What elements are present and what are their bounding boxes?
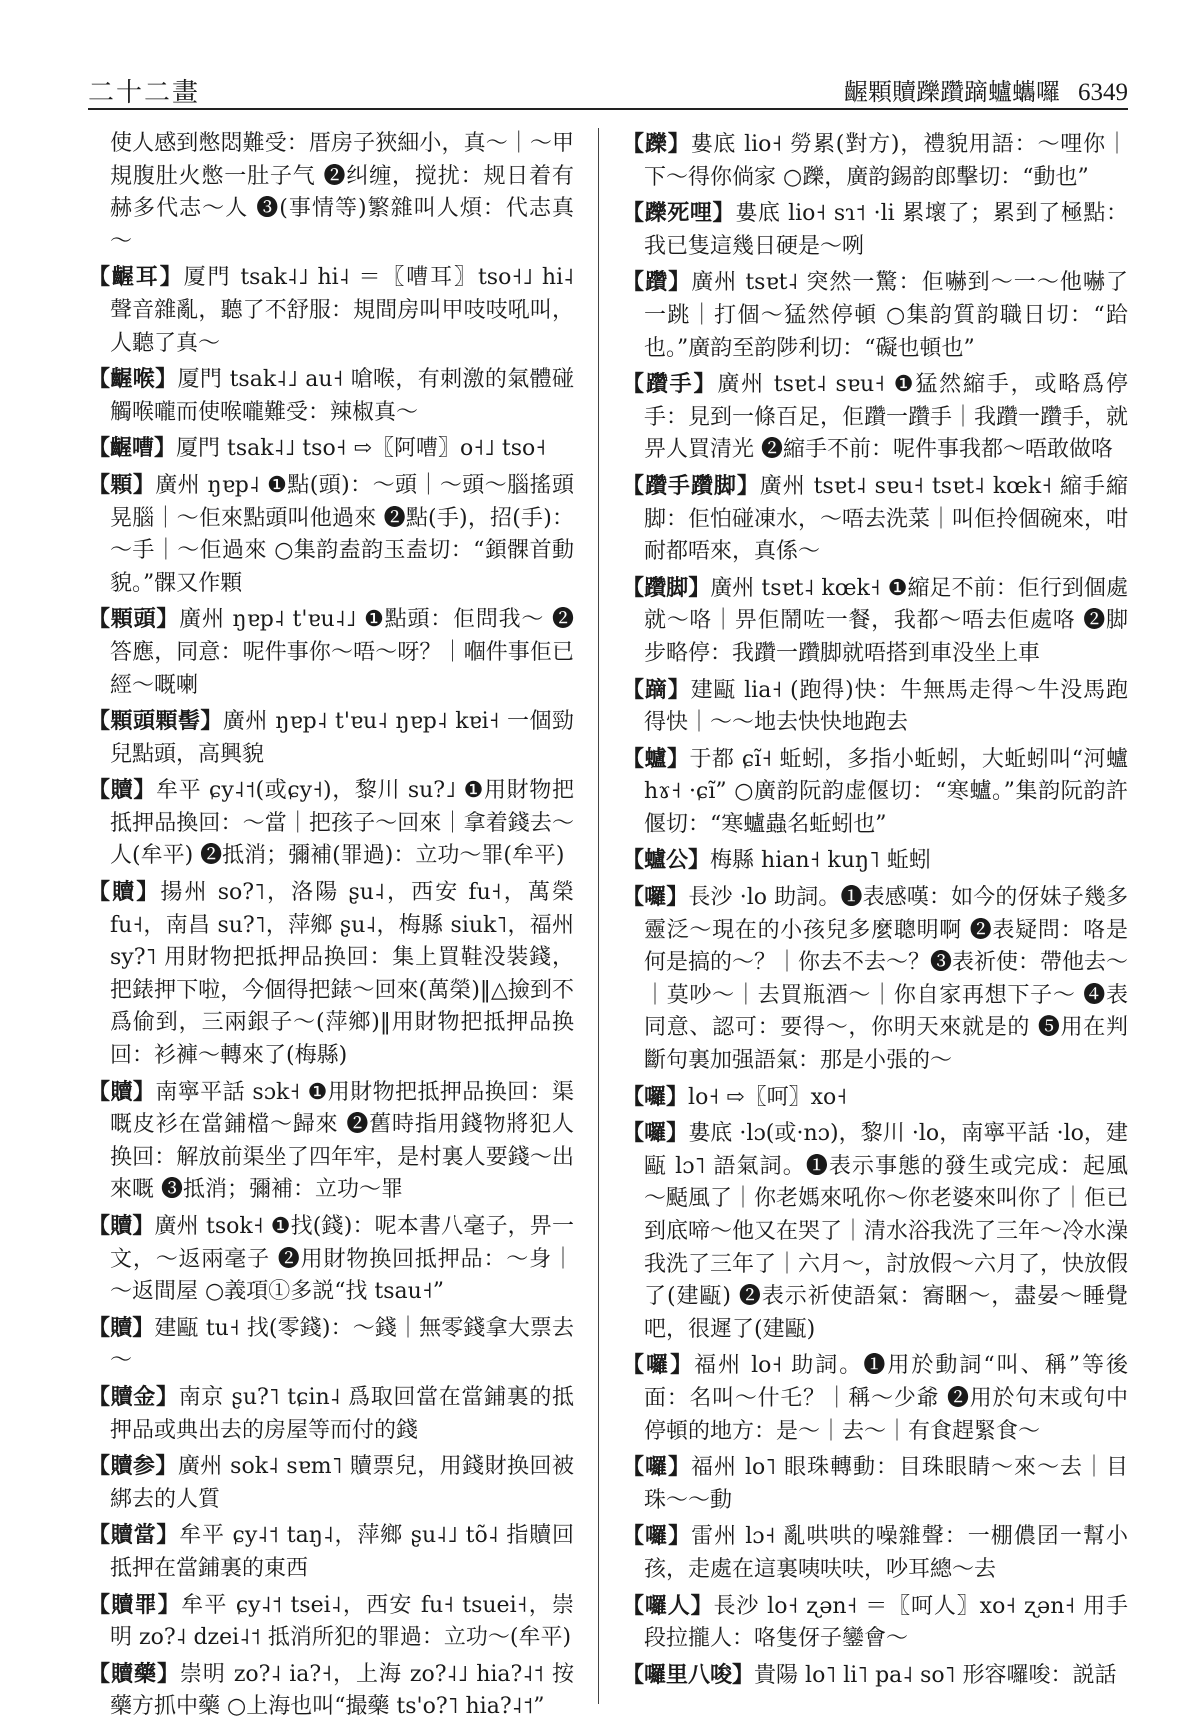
entry: 【 贖 】 南寧平話 sɔk˧ ❶用財物把抵押品换回：渠嘅皮衫在當鋪檔～歸來 ❷舊時指用錢物將犯人换回：解放前渠坐了四年牢，是村裏人要錢～出來嘅 ❸抵消；彌補：立功～罪 xyxy=(88,1076,574,1207)
headword: 【 躦脚 】 xyxy=(622,575,710,601)
entry: 【 贖 】 揚州 so?˥，洛陽 ʂu˨，西安 fu˧，萬榮 fu˧，南昌 su?˥，萍鄉 ʂu˨，梅縣 siuk˥，福州 sy?˥ 用財物把抵押品换回：集上買鞋没裝錢，把錶押下啦，今個得把錶～回來(萬榮)‖△撿到不爲偷到，三兩銀子～(萍鄉)‖用財物把抵押品换回：衫褲～轉來了(梅縣) xyxy=(88,876,574,1073)
headword: 【 顆頭 】 xyxy=(88,606,179,632)
left-column xyxy=(88,128,574,1720)
entry: 【 齷喉 】 厦門 tsak˨˩ au˧ 嗆喉，有刺激的氣體碰觸喉嚨而使喉嚨難受：辣椒真～ xyxy=(88,363,574,429)
entry: 【 囉 】 福州 lo˧ 助詞。❶用於動詞“叫、稱”等後面：名叫～什乇？｜稱～少爺 ❷用於句末或句中停頓的地方：是～｜去～｜有食趕緊食～ xyxy=(622,1349,1128,1448)
headword: 【 贖藥 】 xyxy=(88,1661,180,1687)
entry: 【 躦 】 廣州 tsɐt˨ 突然一驚：佢嚇到～一～他嚇了一跳｜打個～猛然停頓 ○集韵質韵職日切：“跲也。”廣韵至韵陟利切：“礙也頓也” xyxy=(622,266,1128,365)
headword: 【 躒死哩 】 xyxy=(622,200,735,226)
headword: 【 蠦 】 xyxy=(622,746,689,772)
entry: 【 囉 】 長沙 ·lo 助詞。❶表感嘆：如今的伢妹子幾多靈泛～現在的小孩兒多麼聰明啊 ❷表疑問：咯是何是搞的～？｜你去不去～？❸表祈使：帶他去～｜莫吵～｜去買瓶酒～｜你自家再想下子～ ❹表同意、認可：要得～，你明天來就是的 ❺用在判斷句裏加强語氣：那是小張的～ xyxy=(622,881,1128,1078)
headword: 【 齷耳 】 xyxy=(88,264,184,290)
entry: 【 贖 】 廣州 tsok˧ ❶找(錢)：呢本書八毫子，畀一文，～返兩毫子 ❷用財物换回抵押品：～身｜～返間屋 ○義項①多説“找 tsau˧” xyxy=(88,1210,574,1309)
entry: 【 顆 】 廣州 ŋɐp˨ ❶點(頭)：～頭｜～頭～腦搖頭晃腦｜～佢來點頭叫他過來 ❷點(手)，招(手)：～手｜～佢過來 ○集韵盍韵玉盍切：“顉髁首動貌。”髁又作顆 xyxy=(88,469,574,600)
entry: 【 贖罪 】 牟平 ɕy˨˦ tsei˨，西安 fu˧ tsuei˧，崇明 zo?˨ dzei˨˦ 抵消所犯的罪過：立功～(牟平) xyxy=(88,1589,574,1655)
entry: 【 躒 】 婁底 lio˧ 勞累(對方)，禮貌用語：～哩你｜下～得你倘家 ○躒，廣韵錫韵郎擊切：“動也” xyxy=(622,128,1128,194)
headword: 【 贖當 】 xyxy=(88,1522,179,1548)
running-head-chars: 齷顆贖躒躦蹢蠦蠵囉 xyxy=(844,78,1060,106)
entry: 【 躦手躦脚 】 廣州 tsɐt˨ sɐu˧ tsɐt˨ kœk˧ 縮手縮脚：佢怕碰凍水，～唔去洗菜｜叫佢拎個碗來，咁耐都唔來，真係～ xyxy=(622,470,1128,569)
headword: 【 贖罪 】 xyxy=(88,1592,181,1618)
headword: 【 蠦公 】 xyxy=(622,847,710,873)
headword: 【 贖 】 xyxy=(88,879,160,905)
entry: 【 顆頭 】 廣州 ŋɐp˨ t'ɐu˨˩ ❶點頭：佢問我～ ❷答應，同意：呢件事你～唔～呀？｜嗰件事佢已經～嘅喇 xyxy=(88,603,574,702)
headword: 【 顆 】 xyxy=(88,472,155,498)
headword: 【 贖 】 xyxy=(88,1213,155,1239)
entry: 【 齷耳 】 厦門 tsak˨˩ hi˨ ＝〖嘈耳〗tso˧˩ hi˨ 聲音雜亂，聽了不舒服：規間房叫甲吱吱吼叫，人聽了真～ xyxy=(88,261,574,360)
entry: 【 囉 】 福州 lo˥ 眼珠轉動：目珠眼睛～來～去｜目珠～～動 xyxy=(622,1451,1128,1517)
entry: 【 顆頭顆髻 】 廣州 ŋɐp˨ t'ɐu˨ ŋɐp˨ kɐi˧ 一個勁兒點頭，高興貌 xyxy=(88,705,574,771)
entry: 【 蹢 】 建甌 lia˧ (跑得)快：牛無馬走得～牛没馬跑得快｜～～地去快快地跑去 xyxy=(622,674,1128,740)
entry: 【 囉 】 雷州 lɔ˧ 亂哄哄的噪雜聲：一棚儂囝一幫小孩，走處在這裏咦呋呋，吵耳總～去 xyxy=(622,1520,1128,1586)
headword: 【 贖参 】 xyxy=(88,1453,178,1479)
entry: 【 贖参 】 廣州 sok˨ sɐm˥ 贖票兒，用錢財换回被綁去的人質 xyxy=(88,1450,574,1516)
entry: 【 蠦公 】 梅縣 hian˧ kuŋ˥ 蚯蚓 xyxy=(622,844,1128,878)
entry: 【 贖 】 牟平 ɕy˨˦(或ɕy˧)，黎川 su?˩ ❶用財物把抵押品換回：～當｜把孩子～回來｜拿着錢去～人(牟平) ❷抵消；彌補(罪過)：立功～罪(牟平) xyxy=(88,774,574,873)
headword: 【 囉 】 xyxy=(622,1120,688,1146)
headword: 【 贖 】 xyxy=(88,1315,154,1341)
entry: 【 囉里八唆 】 貴陽 lo˥ li˥ pa˨ so˥ 形容囉唆：説話 xyxy=(622,1659,1128,1693)
headword: 【 囉 】 xyxy=(622,1084,688,1110)
right-column xyxy=(622,128,1128,1704)
entry: 【 贖金 】 南京 ʂu?˥ tɕin˨ 爲取回當在當鋪裏的抵押品或典出去的房屋等而付的錢 xyxy=(88,1381,574,1447)
headword: 【 囉人 】 xyxy=(622,1593,714,1619)
entry: 【 蠦 】 于都 ɕĩ˧ 蚯蚓，多指小蚯蚓，大蚯蚓叫“河蠦 hɤ˧ ·ɕĩ” ○廣韵阮韵虚偃切：“寒蠦。”集韵阮韵許偃切：“寒蠦蟲名蚯蚓也” xyxy=(622,743,1128,842)
entry: 【 囉人 】 長沙 lo˧ ʐən˧ ＝〖呵人〗xo˧ ʐən˧ 用手段拉攏人：咯隻伢子鑾會～ xyxy=(622,1590,1128,1656)
column-divider xyxy=(598,128,599,1704)
headword: 【 顆頭顆髻 】 xyxy=(88,708,223,734)
headword: 【 贖 】 xyxy=(88,777,156,803)
headword: 【 蹢 】 xyxy=(622,677,691,703)
entry: 【 贖當 】 牟平 ɕy˨˦ taŋ˨，萍鄉 ʂu˨˩ tõ˨ 指贖回抵押在當鋪裏的東西 xyxy=(88,1519,574,1585)
headword: 【 囉里八唆 】 xyxy=(622,1662,754,1688)
headword: 【 囉 】 xyxy=(622,1352,694,1378)
headword: 【 躦手躦脚 】 xyxy=(622,473,760,499)
entry: 【 贖藥 】 崇明 zo?˨ ia?˧，上海 zo?˨˩ hia?˨˦ 按藥方抓中藥 ○上海也叫“撮藥 ts'o?˥ hia?˨˦” xyxy=(88,1658,574,1724)
headword: 【 囉 】 xyxy=(622,884,688,910)
entry: 【 齷嘈 】 厦門 tsak˨˩ tso˧ ⇨〖阿嘈〗o˧˩ tso˧ xyxy=(88,432,574,466)
page-header xyxy=(88,58,1128,110)
headword: 【 贖金 】 xyxy=(88,1384,179,1410)
headword: 【 贖 】 xyxy=(88,1079,155,1105)
entry: 【 躦脚 】 廣州 tsɐt˨ kœk˧ ❶縮足不前：佢行到個處就～咯｜畀佢鬧咗一餐，我都～唔去佢處咯 ❷脚步略停：我躦一躦脚就唔搭到車没坐上車 xyxy=(622,572,1128,671)
entry: 【 囉 】 lo˧ ⇨〖呵〗xo˧ xyxy=(622,1081,1128,1115)
headword: 【 齷嘈 】 xyxy=(88,435,176,461)
entry: 【 躦手 】 廣州 tsɐt˨ sɐu˧ ❶猛然縮手，或略爲停手：見到一條百足，佢躦一躦手｜我躦一躦手，就畀人買清光 ❷縮手不前：呢件事我都～唔敢做咯 xyxy=(622,368,1128,467)
headword: 【 躦 】 xyxy=(622,269,691,295)
headword: 【 躦手 】 xyxy=(622,371,717,397)
page-number: 6349 xyxy=(1078,79,1128,106)
headword: 【 囉 】 xyxy=(622,1454,691,1480)
entry: 【 躒死哩 】 婁底 lio˧ sɿ˦ ·li 累壞了；累到了極點：我已隻這幾日硬是～咧 xyxy=(622,197,1128,263)
entry: 【 囉 】 婁底 ·lɔ(或·nɔ)，黎川 ·lo，南寧平話 ·lo，建甌 lɔ˥ 語氣詞。❶表示事態的發生或完成：起風～颳風了｜你老媽來吼你～你老婆來叫你了｜佢已到底啼～他又在哭了｜清水浴我洗了三年～冷水澡我洗了三年了｜六月～，討放假～六月了，快放假了(建甌) ❷表示祈使語氣：㝯睏～，盡晏～睡覺吧，很遲了(建甌) xyxy=(622,1117,1128,1346)
entry: 【 贖 】 建甌 tu˧ 找(零錢)：～錢｜無零錢拿大票去～ xyxy=(88,1312,574,1378)
section-title: 二十二畫 xyxy=(88,78,201,108)
running-head xyxy=(844,72,1128,107)
headword: 【 囉 】 xyxy=(622,1523,691,1549)
headword: 【 齷喉 】 xyxy=(88,366,177,392)
headword: 【 躒 】 xyxy=(622,131,691,157)
entry: 使人感到憋悶難受：厝房子狹細小，真～｜～甲規腹肚火憋一肚子气 ❷纠缠，搅扰：规日着有赫多代志～人 ❸(事情等)繁雜叫人煩：代志真～ xyxy=(110,131,574,254)
